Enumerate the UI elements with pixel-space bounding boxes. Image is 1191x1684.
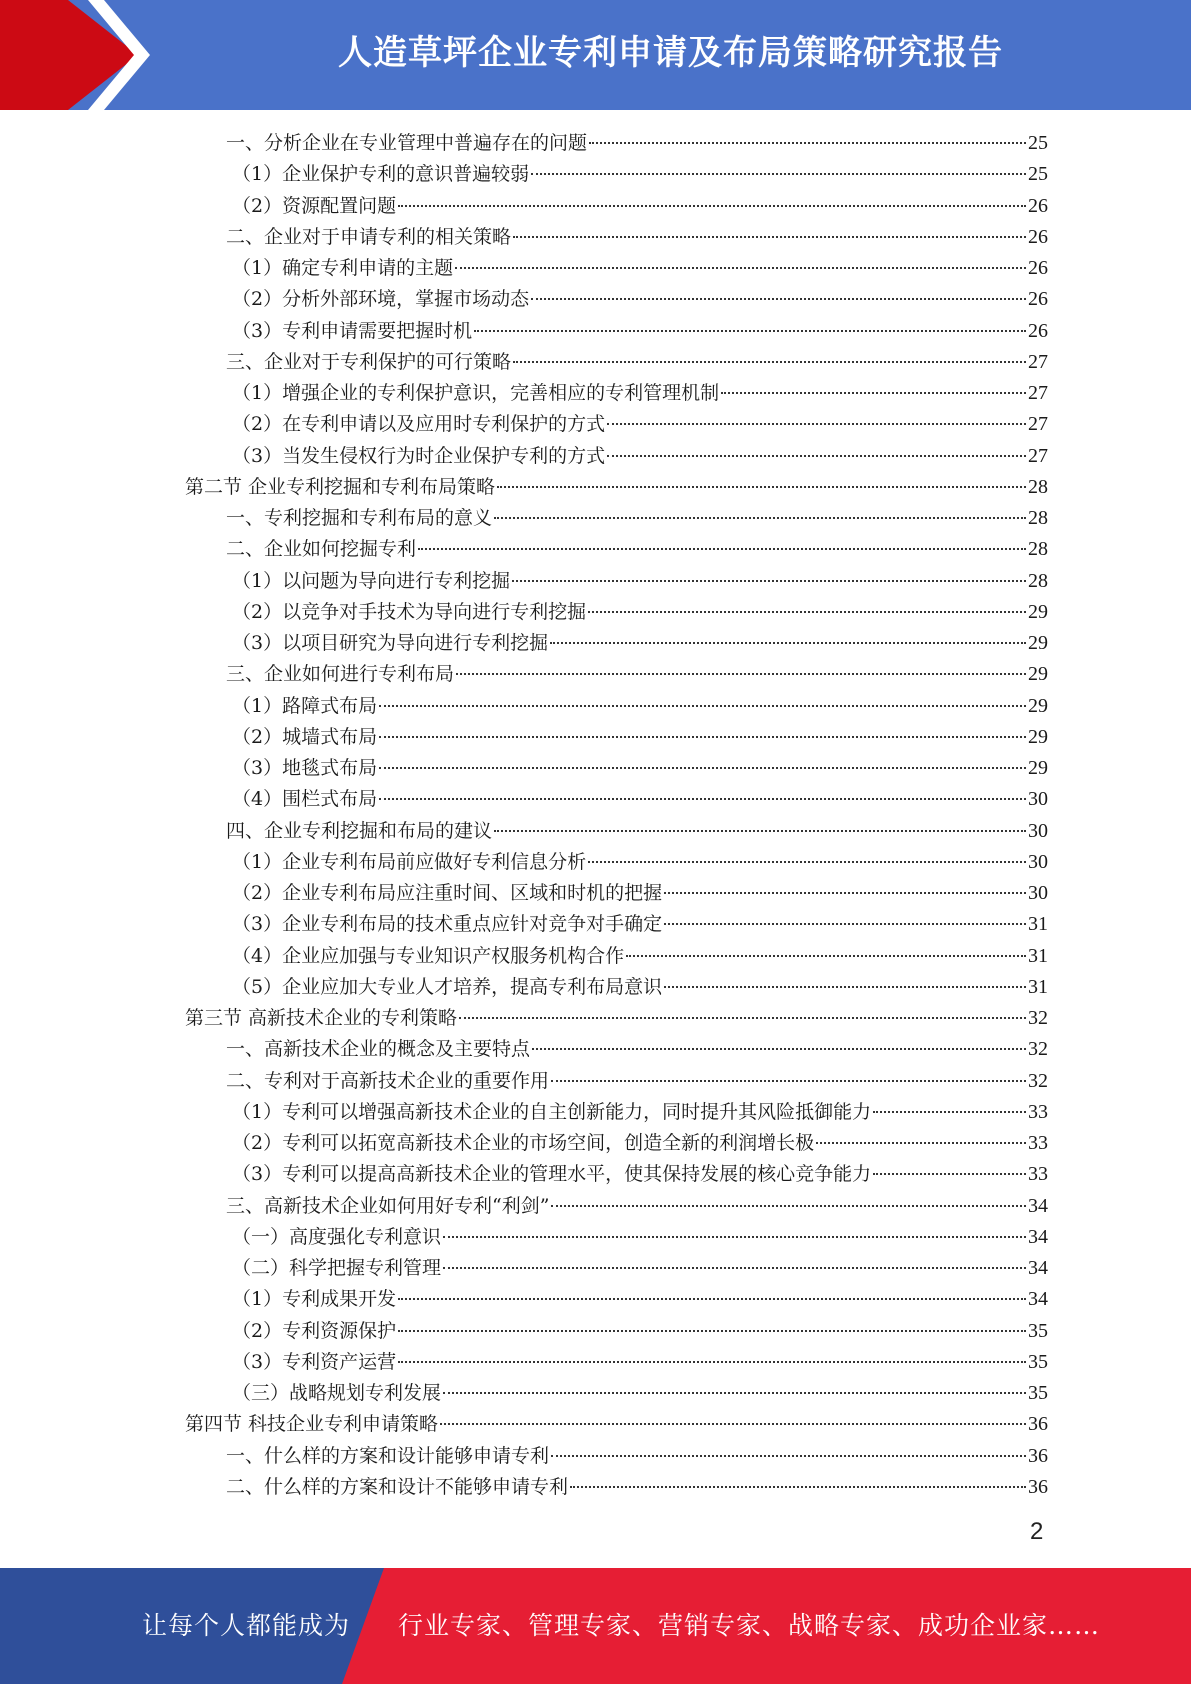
toc-entry-title: （3）当发生侵权行为时企业保护专利的方式 — [232, 444, 606, 467]
toc-dot-leader — [626, 955, 1026, 957]
toc-entry[interactable] — [185, 441, 1048, 472]
toc-entry[interactable] — [185, 816, 1048, 847]
toc-dot-leader — [497, 486, 1026, 488]
toc-entry-title: （1）路障式布局 — [232, 694, 378, 717]
toc-dot-leader — [551, 1455, 1026, 1457]
toc-entry[interactable] — [185, 909, 1048, 940]
toc-entry-page: 29 — [1028, 663, 1048, 686]
toc-entry-title: （2）在专利申请以及应用时专利保护的方式 — [232, 413, 606, 436]
toc-dot-leader — [443, 1267, 1026, 1269]
toc-entry-title: 二、企业对于申请专利的相关策略 — [226, 225, 512, 248]
toc-entry-title: （2）企业专利布局应注重时间、区域和时机的把握 — [232, 882, 663, 904]
toc-entry-title: （一）高度强化专利意识 — [232, 1225, 442, 1248]
toc-dot-leader — [589, 142, 1026, 144]
toc-entry[interactable] — [185, 316, 1048, 347]
toc-entry[interactable] — [185, 347, 1048, 378]
page-footer — [0, 1568, 1191, 1684]
toc-dot-leader — [664, 986, 1026, 988]
toc-entry-title: （2）以竞争对手技术为导向进行专利挖掘 — [232, 600, 587, 623]
toc-entry[interactable] — [185, 691, 1048, 722]
toc-dot-leader — [531, 173, 1026, 175]
toc-entry-title: 二、专利对于高新技术企业的重要作用 — [226, 1069, 550, 1092]
toc-entry[interactable] — [185, 878, 1048, 909]
toc-entry[interactable] — [185, 472, 1048, 503]
toc-entry[interactable] — [185, 628, 1048, 659]
toc-entry-page: 36 — [1028, 1444, 1048, 1467]
toc-entry-page: 35 — [1028, 1350, 1048, 1373]
toc-dot-leader — [459, 1017, 1026, 1019]
toc-entry[interactable] — [185, 1253, 1048, 1284]
toc-entry-title: （2）专利可以拓宽高新技术企业的市场空间，创造全新的利润增长极 — [232, 1132, 815, 1154]
toc-entry[interactable] — [185, 1034, 1048, 1065]
toc-entry-page: 28 — [1028, 475, 1048, 498]
toc-entry[interactable] — [185, 753, 1048, 784]
toc-entry-page: 29 — [1028, 725, 1048, 748]
toc-entry-page: 30 — [1028, 850, 1048, 873]
toc-entry-title: 第二节 企业专利挖掘和专利布局策略 — [185, 475, 496, 498]
toc-entry-page: 34 — [1028, 1225, 1048, 1248]
toc-entry-title: （2）城墙式布局 — [232, 725, 378, 748]
toc-entry-page: 34 — [1028, 1194, 1048, 1217]
toc-dot-leader — [532, 1048, 1026, 1050]
toc-entry-title: 第四节 科技企业专利申请策略 — [185, 1413, 439, 1436]
toc-entry-page: 29 — [1028, 600, 1048, 623]
toc-dot-leader — [443, 1392, 1026, 1394]
toc-entry-title: （1）确定专利申请的主题 — [232, 257, 454, 279]
toc-entry[interactable] — [185, 284, 1048, 315]
toc-entry-page: 26 — [1028, 225, 1048, 248]
toc-entry-title: （4）围栏式布局 — [232, 788, 378, 811]
toc-entry[interactable] — [185, 784, 1048, 815]
toc-dot-leader — [379, 798, 1026, 800]
toc-entry-title: 三、企业如何进行专利布局 — [226, 663, 455, 686]
toc-dot-leader — [513, 361, 1026, 363]
toc-entry[interactable] — [185, 222, 1048, 253]
toc-entry-page: 27 — [1028, 350, 1048, 373]
table-of-contents — [185, 128, 1048, 1503]
toc-entry-page: 33 — [1028, 1163, 1048, 1186]
toc-entry-page: 28 — [1028, 538, 1048, 561]
toc-entry-page: 28 — [1028, 507, 1048, 529]
toc-entry-title: （三）战略规划专利发展 — [232, 1382, 442, 1404]
toc-entry-title: 二、什么样的方案和设计不能够申请专利 — [226, 1475, 569, 1498]
toc-entry-title: （4）企业应加强与专业知识产权服务机构合作 — [232, 944, 625, 967]
toc-dot-leader — [379, 736, 1026, 738]
toc-entry[interactable] — [185, 1097, 1048, 1128]
toc-entry[interactable] — [185, 1347, 1048, 1378]
toc-entry-title: （3）企业专利布局的技术重点应针对竞争对手确定 — [232, 913, 663, 936]
toc-entry-page: 26 — [1028, 257, 1048, 279]
toc-entry-page: 35 — [1028, 1382, 1048, 1404]
toc-entry[interactable] — [185, 1222, 1048, 1253]
toc-dot-leader — [398, 1298, 1026, 1300]
toc-entry-page: 32 — [1028, 1038, 1048, 1061]
toc-dot-leader — [379, 767, 1026, 769]
toc-entry-title: （3）专利资产运营 — [232, 1350, 397, 1373]
toc-dot-leader — [398, 205, 1026, 207]
toc-entry[interactable] — [185, 1409, 1048, 1440]
toc-entry[interactable] — [185, 1191, 1048, 1222]
toc-dot-leader — [588, 861, 1026, 863]
toc-dot-leader — [816, 1142, 1026, 1144]
toc-entry-title: （1）专利可以增强高新技术企业的自主创新能力，同时提升其风险抵御能力 — [232, 1100, 872, 1123]
toc-dot-leader — [418, 548, 1026, 550]
toc-entry[interactable] — [185, 722, 1048, 753]
toc-entry[interactable] — [185, 191, 1048, 222]
toc-entry[interactable] — [185, 597, 1048, 628]
toc-entry[interactable] — [185, 1472, 1048, 1503]
toc-dot-leader — [550, 642, 1026, 644]
toc-entry-page: 36 — [1028, 1413, 1048, 1436]
toc-entry[interactable] — [185, 159, 1048, 190]
toc-entry-title: 一、什么样的方案和设计能够申请专利 — [226, 1444, 550, 1467]
page-number: 2 — [1030, 1518, 1044, 1545]
toc-dot-leader — [551, 1080, 1026, 1082]
toc-entry[interactable] — [185, 847, 1048, 878]
toc-entry-title: （1）以问题为导向进行专利挖掘 — [232, 569, 511, 592]
toc-entry-page: 26 — [1028, 194, 1048, 217]
toc-entry-title: （5）企业应加大专业人才培养，提高专利布局意识 — [232, 975, 663, 998]
toc-entry-page: 31 — [1028, 975, 1048, 998]
toc-entry-page: 36 — [1028, 1475, 1048, 1498]
toc-entry[interactable] — [185, 409, 1048, 440]
toc-dot-leader — [456, 673, 1026, 675]
toc-entry-page: 30 — [1028, 882, 1048, 904]
toc-entry[interactable] — [185, 659, 1048, 690]
footer-slogan-left: 让每个人都能成为 — [142, 1611, 351, 1640]
toc-dot-leader — [398, 1330, 1026, 1332]
toc-entry-title: 三、高新技术企业如何用好专利“利剑” — [226, 1194, 550, 1217]
toc-entry-title: 二、企业如何挖掘专利 — [226, 538, 417, 561]
toc-dot-leader — [664, 923, 1026, 925]
toc-dot-leader — [443, 1236, 1026, 1238]
toc-entry-title: （1）企业保护专利的意识普遍较弱 — [232, 163, 530, 186]
toc-entry[interactable] — [185, 1066, 1048, 1097]
toc-entry-title: （2）资源配置问题 — [232, 194, 397, 217]
toc-entry-page: 29 — [1028, 632, 1048, 654]
toc-entry-title: 三、企业对于专利保护的可行策略 — [226, 350, 512, 373]
toc-entry-page: 26 — [1028, 288, 1048, 311]
toc-dot-leader — [531, 298, 1026, 300]
toc-entry[interactable] — [185, 253, 1048, 284]
toc-entry[interactable] — [185, 378, 1048, 409]
toc-dot-leader — [607, 423, 1026, 425]
toc-entry-page: 35 — [1028, 1319, 1048, 1342]
toc-entry-page: 31 — [1028, 944, 1048, 967]
toc-entry-title: （1）增强企业的专利保护意识，完善相应的专利管理机制 — [232, 382, 720, 404]
toc-dot-leader — [474, 330, 1026, 332]
toc-dot-leader — [873, 1111, 1026, 1113]
toc-entry-title: （3）地毯式布局 — [232, 757, 378, 779]
toc-entry-title: 四、企业专利挖掘和布局的建议 — [226, 819, 493, 842]
document-title: 人造草坪企业专利申请及布局策略研究报告 — [338, 33, 1003, 73]
toc-dot-leader — [607, 455, 1026, 457]
toc-dot-leader — [588, 611, 1026, 613]
toc-dot-leader — [551, 1205, 1026, 1207]
toc-entry[interactable] — [185, 1284, 1048, 1315]
toc-entry-page: 27 — [1028, 413, 1048, 436]
toc-dot-leader — [494, 517, 1026, 519]
footer-slogan-right: 行业专家、管理专家、营销专家、战略专家、成功企业家…… — [398, 1611, 1101, 1640]
toc-dot-leader — [664, 892, 1026, 894]
toc-entry-title: 第三节 高新技术企业的专利策略 — [185, 1007, 458, 1029]
toc-dot-leader — [398, 1361, 1026, 1363]
toc-dot-leader — [721, 392, 1026, 394]
toc-entry-title: （2）专利资源保护 — [232, 1319, 397, 1342]
toc-entry-page: 30 — [1028, 819, 1048, 842]
toc-dot-leader — [440, 1423, 1026, 1425]
toc-entry-page: 34 — [1028, 1288, 1048, 1311]
toc-entry-title: 一、分析企业在专业管理中普遍存在的问题 — [226, 132, 588, 154]
toc-dot-leader — [455, 267, 1026, 269]
toc-entry-page: 27 — [1028, 382, 1048, 404]
toc-entry-page: 25 — [1028, 132, 1048, 154]
toc-dot-leader — [379, 705, 1026, 707]
toc-entry-page: 33 — [1028, 1132, 1048, 1154]
toc-dot-leader — [494, 830, 1026, 832]
toc-entry[interactable] — [185, 128, 1048, 159]
toc-entry-page: 31 — [1028, 913, 1048, 936]
toc-entry-page: 30 — [1028, 788, 1048, 811]
toc-entry[interactable] — [185, 1003, 1048, 1034]
toc-dot-leader — [570, 1486, 1026, 1488]
toc-entry-title: （二）科学把握专利管理 — [232, 1257, 442, 1279]
toc-dot-leader — [513, 236, 1026, 238]
toc-entry-page: 29 — [1028, 757, 1048, 779]
toc-entry[interactable] — [185, 1378, 1048, 1409]
toc-entry-page: 33 — [1028, 1100, 1048, 1123]
toc-entry-page: 25 — [1028, 163, 1048, 186]
toc-entry[interactable] — [185, 1441, 1048, 1472]
toc-entry-page: 32 — [1028, 1007, 1048, 1029]
toc-entry-page: 28 — [1028, 569, 1048, 592]
toc-entry-title: （1）企业专利布局前应做好专利信息分析 — [232, 850, 587, 873]
toc-entry-page: 32 — [1028, 1069, 1048, 1092]
toc-entry[interactable] — [185, 534, 1048, 565]
toc-entry-page: 26 — [1028, 319, 1048, 342]
toc-entry[interactable] — [185, 1128, 1048, 1159]
toc-entry[interactable] — [185, 972, 1048, 1003]
toc-entry-title: （3）专利申请需要把握时机 — [232, 319, 473, 342]
toc-entry-page: 34 — [1028, 1257, 1048, 1279]
toc-entry[interactable] — [185, 941, 1048, 972]
toc-entry[interactable] — [185, 566, 1048, 597]
toc-entry-title: 一、高新技术企业的概念及主要特点 — [226, 1038, 531, 1061]
toc-entry-title: 一、专利挖掘和专利布局的意义 — [226, 507, 493, 529]
toc-entry[interactable] — [185, 503, 1048, 534]
toc-entry-page: 29 — [1028, 694, 1048, 717]
toc-entry-title: （3）以项目研究为导向进行专利挖掘 — [232, 632, 549, 654]
toc-entry-title: （2）分析外部环境，掌握市场动态 — [232, 288, 530, 311]
toc-entry-page: 27 — [1028, 444, 1048, 467]
toc-entry-title: （3）专利可以提高高新技术企业的管理水平，使其保持发展的核心竞争能力 — [232, 1163, 872, 1186]
toc-dot-leader — [873, 1173, 1026, 1175]
toc-entry-title: （1）专利成果开发 — [232, 1288, 397, 1311]
toc-entry[interactable] — [185, 1316, 1048, 1347]
toc-entry[interactable] — [185, 1159, 1048, 1190]
toc-dot-leader — [512, 580, 1026, 582]
page-header — [0, 0, 1191, 110]
